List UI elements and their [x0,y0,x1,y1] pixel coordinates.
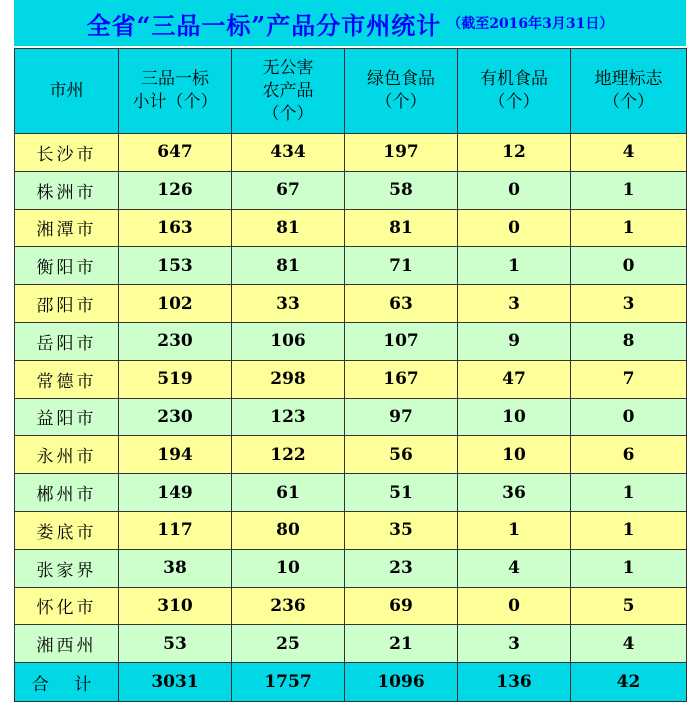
header-line: （个） [488,92,540,112]
city-cell: 益阳市 [15,398,119,436]
value-cell: 0 [458,587,571,625]
column-header [15,49,119,134]
header-line: 小计（个） [132,92,218,112]
table-row [15,285,687,323]
value-cell: 4 [458,549,571,587]
value-cell: 10 [458,436,571,474]
value-cell: 123 [232,398,345,436]
total-value: 1096 [345,663,458,702]
value-cell: 56 [345,436,458,474]
value-cell: 298 [232,360,345,398]
value-cell: 1 [458,511,571,549]
value-cell: 107 [345,322,458,360]
city-cell: 郴州市 [15,474,119,512]
table-row [15,587,687,625]
header-line: 三品一标 [141,69,209,89]
column-header [458,49,571,134]
city-cell: 邵阳市 [15,285,119,323]
value-cell: 0 [571,247,687,285]
table-row [15,436,687,474]
value-cell: 1 [458,247,571,285]
value-cell: 0 [458,171,571,209]
value-cell: 12 [458,134,571,172]
value-cell: 4 [571,625,687,663]
header-line: 地理标志 [594,69,663,89]
value-cell: 7 [571,360,687,398]
value-cell: 3 [571,285,687,323]
total-value: 42 [571,663,687,702]
table-row [15,549,687,587]
table-row [15,625,687,663]
value-cell: 8 [571,322,687,360]
value-cell: 3 [458,625,571,663]
value-cell: 69 [345,587,458,625]
header-line: （个） [375,92,427,112]
total-value: 3031 [119,663,232,702]
column-header [119,49,232,134]
table-body [15,134,687,702]
page-subtitle: （截至2016年3月31日） [447,16,614,32]
header-line: 绿色食品 [367,69,435,89]
city-cell: 永州市 [15,436,119,474]
value-cell: 647 [119,134,232,172]
city-cell: 岳阳市 [15,322,119,360]
value-cell: 236 [232,587,345,625]
value-cell: 71 [345,247,458,285]
total-row [15,663,687,702]
value-cell: 1 [571,209,687,247]
table-row [15,247,687,285]
value-cell: 1 [571,511,687,549]
value-cell: 3 [458,285,571,323]
value-cell: 33 [232,285,345,323]
total-value: 1757 [232,663,345,702]
value-cell: 0 [458,209,571,247]
value-cell: 10 [458,398,571,436]
table-row [15,474,687,512]
value-cell: 53 [119,625,232,663]
header-line: 有机食品 [480,69,548,89]
value-cell: 102 [119,285,232,323]
value-cell: 106 [232,322,345,360]
value-cell: 58 [345,171,458,209]
header-line: （个） [262,103,314,124]
value-cell: 194 [119,436,232,474]
value-cell: 230 [119,398,232,436]
value-cell: 434 [232,134,345,172]
table-row [15,511,687,549]
value-cell: 1 [571,171,687,209]
table-row [15,171,687,209]
value-cell: 47 [458,360,571,398]
header-line: （个） [603,92,654,112]
value-cell: 36 [458,474,571,512]
value-cell: 310 [119,587,232,625]
value-cell: 63 [345,285,458,323]
title-bar [14,0,686,46]
value-cell: 81 [232,247,345,285]
value-cell: 80 [232,511,345,549]
city-cell: 湘潭市 [15,209,119,247]
value-cell: 67 [232,171,345,209]
city-cell: 湘西州 [15,625,119,663]
column-header [345,49,458,134]
value-cell: 122 [232,436,345,474]
table-row [15,322,687,360]
value-cell: 153 [119,247,232,285]
table-header-row [15,49,687,134]
value-cell: 81 [232,209,345,247]
city-cell: 娄底市 [15,511,119,549]
total-value: 136 [458,663,571,702]
value-cell: 25 [232,625,345,663]
value-cell: 81 [345,209,458,247]
city-cell: 株洲市 [15,171,119,209]
table-row [15,134,687,172]
header-line: 市州 [49,80,84,101]
value-cell: 6 [571,436,687,474]
city-cell: 常德市 [15,360,119,398]
column-header [571,49,687,134]
table-row [15,209,687,247]
value-cell: 4 [571,134,687,172]
city-cell: 衡阳市 [15,247,119,285]
value-cell: 149 [119,474,232,512]
value-cell: 10 [232,549,345,587]
total-label: 合 计 [15,663,119,702]
value-cell: 126 [119,171,232,209]
column-header [232,49,345,134]
value-cell: 21 [345,625,458,663]
value-cell: 197 [345,134,458,172]
value-cell: 117 [119,511,232,549]
table-row [15,398,687,436]
value-cell: 163 [119,209,232,247]
value-cell: 61 [232,474,345,512]
city-cell: 张家界 [15,549,119,587]
value-cell: 51 [345,474,458,512]
value-cell: 1 [571,474,687,512]
city-cell: 长沙市 [15,134,119,172]
value-cell: 38 [119,549,232,587]
value-cell: 0 [571,398,687,436]
table-row [15,360,687,398]
city-cell: 怀化市 [15,587,119,625]
stats-table [14,48,687,702]
value-cell: 35 [345,511,458,549]
value-cell: 519 [119,360,232,398]
value-cell: 9 [458,322,571,360]
value-cell: 1 [571,549,687,587]
value-cell: 97 [345,398,458,436]
header-line: 农产品 [262,80,314,101]
value-cell: 23 [345,549,458,587]
header-line: 无公害 [262,57,314,78]
value-cell: 167 [345,360,458,398]
page-title: 全省“三品一标”产品分市州统计 [86,10,442,40]
value-cell: 230 [119,322,232,360]
value-cell: 5 [571,587,687,625]
